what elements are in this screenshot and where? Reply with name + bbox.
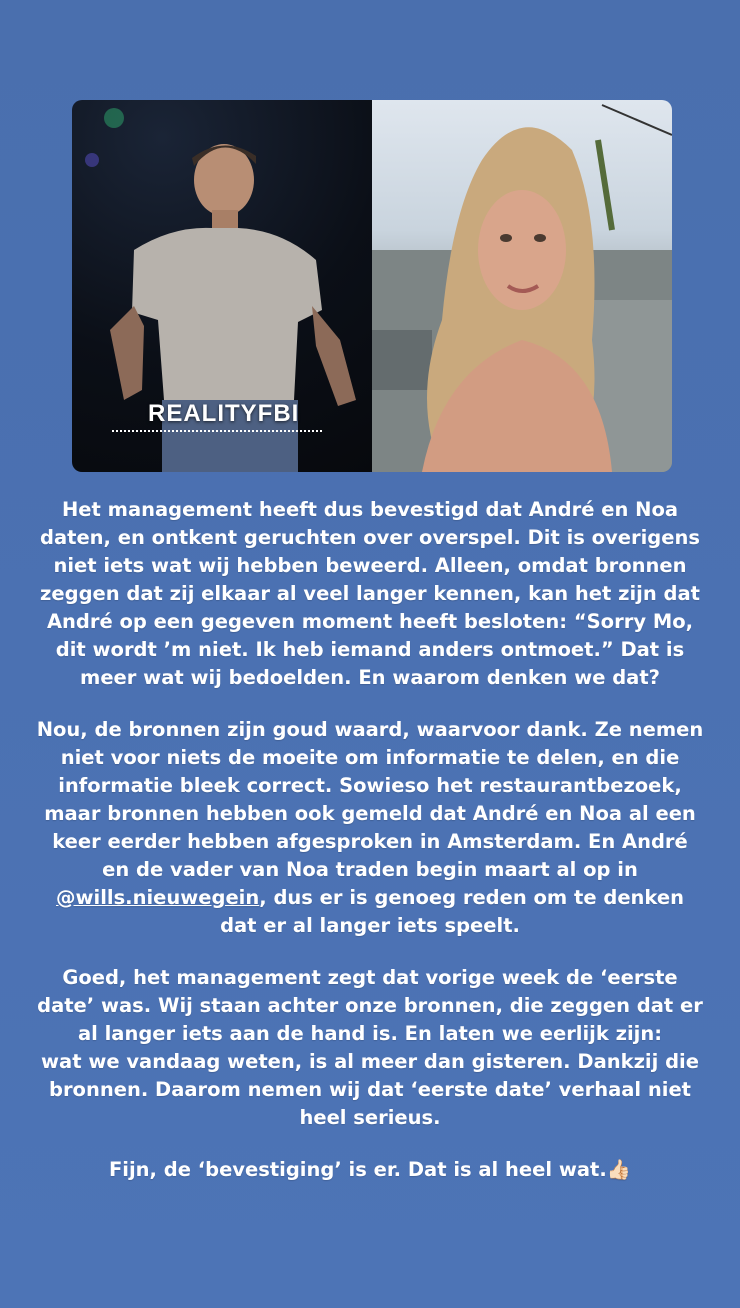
text-line: André op een gegeven moment heeft besloten: “Sorry Mo,: [46, 610, 694, 633]
watermark-text: REALITYFBI: [148, 400, 300, 427]
text-line: informatie bleek correct. Sowieso het restaurantbezoek,: [58, 774, 682, 797]
text-line: al langer iets aan de hand is. En laten we eerlijk zijn:: [77, 1022, 663, 1045]
thumbs-up-icon: 👍🏻: [606, 1158, 632, 1181]
text-line: dit wordt ’m niet. Ik heb iemand anders ontmoet.” Dat is: [55, 638, 685, 661]
story-body-text: [28, 496, 712, 1208]
text-line: meer wat wij bedoelden. En waarom denken we dat?: [80, 666, 660, 689]
text-line: wat we vandaag weten, is al meer dan gisteren. Dankzij die: [41, 1050, 699, 1073]
text-line: niet voor niets de moeite om informatie te delen, en die: [60, 746, 680, 769]
text-line: Goed, het management zegt dat vorige week de ‘eerste: [62, 966, 678, 989]
text-line: en de vader van Noa traden begin maart al op in: [102, 858, 638, 881]
closing-line: [28, 1156, 712, 1184]
mention-line-rest: , dus er is genoeg reden om te denken: [259, 886, 684, 909]
mention-link[interactable]: @wills.nieuwegein: [56, 886, 260, 909]
text-line: date’ was. Wij staan achter onze bronnen, die zeggen dat er: [37, 994, 703, 1017]
watermark-underline: [112, 430, 322, 432]
woman-portrait-image: [372, 100, 672, 472]
mention-line: [28, 884, 712, 912]
photo-woman-selfie: [372, 100, 672, 472]
paragraph-1: [28, 496, 712, 692]
paragraph-3: [28, 964, 712, 1132]
text-line: zeggen dat zij elkaar al veel langer kennen, kan het zijn dat: [40, 582, 700, 605]
closing-text: Fijn, de ‘bevestiging’ is er. Dat is al heel wat.: [108, 1158, 607, 1181]
text-line: dat er al langer iets speelt.: [220, 914, 520, 937]
text-line: daten, en ontkent geruchten over overspel. Dit is overigens: [40, 526, 700, 549]
text-line: keer eerder hebben afgesproken in Amsterdam. En André: [52, 830, 688, 853]
photo-collage: [72, 100, 672, 472]
text-line: heel serieus.: [299, 1106, 441, 1129]
photo-man-on-stage: [72, 100, 372, 472]
text-line: Nou, de bronnen zijn goud waard, waarvoor dank. Ze nemen: [36, 718, 704, 741]
paragraph-closing: [28, 1156, 712, 1184]
text-line: niet iets wat wij hebben beweerd. Alleen, omdat bronnen: [53, 554, 687, 577]
text-line: Het management heeft dus bevestigd dat André en Noa: [61, 498, 679, 521]
text-line: bronnen. Daarom nemen wij dat ‘eerste date’ verhaal niet: [48, 1078, 691, 1101]
text-line: maar bronnen hebben ook gemeld dat André en Noa al een: [44, 802, 696, 825]
paragraph-2: [28, 716, 712, 940]
